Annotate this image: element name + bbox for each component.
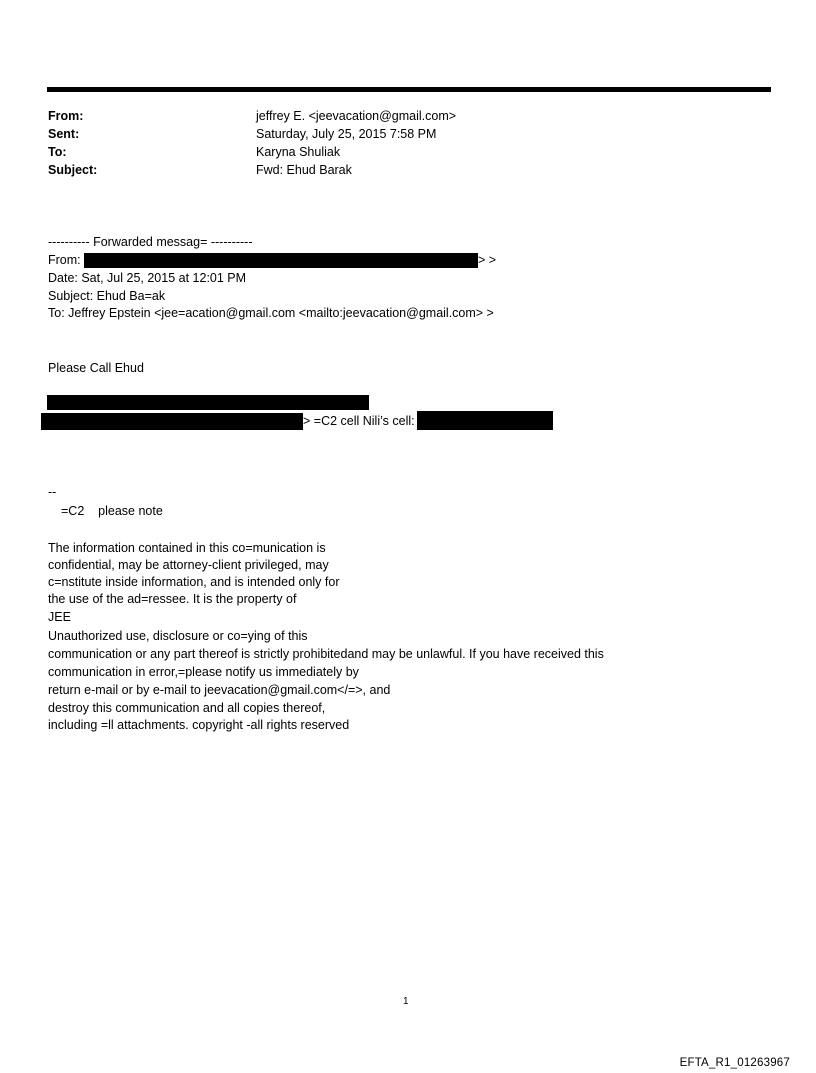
- forwarded-to: To: Jeffrey Epstein <jee=acation@gmail.com <mailto:jeevacation@gmail.com> >: [48, 306, 494, 320]
- disclaimer-line: Unauthorized use, disclosure or co=ying of this: [48, 629, 308, 643]
- redaction-box: [417, 411, 553, 430]
- to-label: To:: [48, 145, 67, 159]
- forwarded-from-prefix: From:: [48, 253, 81, 267]
- disclaimer-line: communication in error,=please notify us immediately by: [48, 665, 359, 679]
- subject-label: Subject:: [48, 163, 98, 177]
- disclaimer-line: destroy this communication and all copies thereof,: [48, 701, 326, 715]
- subject-value: Fwd: Ehud Barak: [256, 163, 352, 177]
- forwarded-divider: ---------- Forwarded messag= ----------: [48, 235, 253, 249]
- forwarded-from-suffix: > >: [478, 253, 497, 267]
- sent-value: Saturday, July 25, 2015 7:58 PM: [256, 127, 437, 141]
- signature-dashes: --: [48, 485, 57, 499]
- cell-line-text: > =C2 cell Nili’s cell:: [303, 414, 415, 428]
- header-rule: [47, 87, 771, 92]
- forwarded-subject: Subject: Ehud Ba=ak: [48, 289, 166, 303]
- disclaimer-line: c=nstitute inside information, and is intended only for: [48, 575, 340, 589]
- disclaimer-line: communication or any part thereof is strictly prohibitedand may be unlawful. If you have received this: [48, 647, 604, 661]
- redaction-box: [84, 253, 478, 268]
- redaction-box: [47, 395, 369, 410]
- disclaimer-line: the use of the ad=ressee. It is the property of: [48, 592, 297, 606]
- disclaimer-line: The information contained in this co=munication is: [48, 541, 326, 555]
- disclaimer-line: confidential, may be attorney-client privileged, may: [48, 558, 329, 572]
- redaction-box: [41, 413, 303, 430]
- disclaimer-line: including =ll attachments. copyright -all rights reserved: [48, 718, 350, 732]
- from-value: jeffrey E. <jeevacation@gmail.com>: [256, 109, 457, 123]
- signature-note: =C2 please note: [61, 504, 163, 518]
- bates-number: EFTA_R1_01263967: [679, 1057, 790, 1069]
- disclaimer-line: return e-mail or by e-mail to jeevacation@gmail.com</=>, and: [48, 683, 391, 697]
- page-number: 1: [403, 996, 409, 1007]
- message-text: Please Call Ehud: [48, 361, 144, 375]
- to-value: Karyna Shuliak: [256, 145, 341, 159]
- sent-label: Sent:: [48, 127, 80, 141]
- forwarded-date: Date: Sat, Jul 25, 2015 at 12:01 PM: [48, 271, 247, 285]
- disclaimer-line: JEE: [48, 610, 71, 624]
- from-label: From:: [48, 109, 84, 123]
